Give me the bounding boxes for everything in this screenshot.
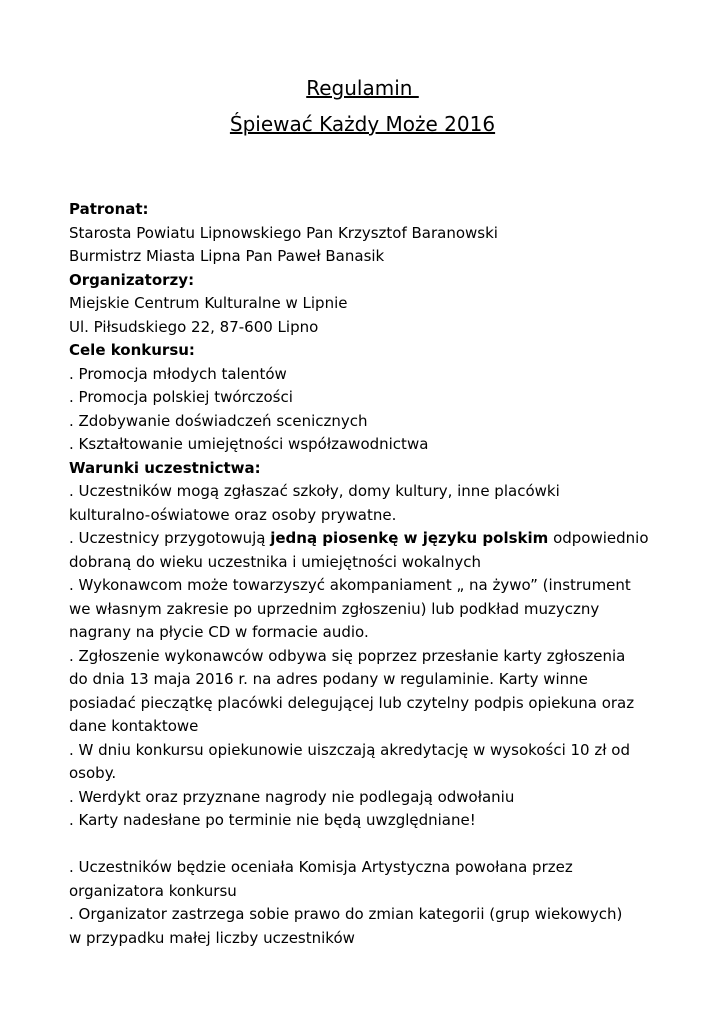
warunki-line-2: kulturalno-oświatowe oraz osoby prywatne. xyxy=(69,505,397,524)
organizatorzy-line-1: Miejskie Centrum Kulturalne w Lipnie xyxy=(69,294,348,312)
patronat-line-1: Starosta Powiatu Lipnowskiego Pan Krzysztof Baranowski xyxy=(69,223,498,242)
cele-item-4: . Kształtowanie umiejętności współzawodnictwa xyxy=(69,435,429,453)
section-heading-patronat: Patronat: xyxy=(69,200,149,218)
cele-item-3: . Zdobywanie doświadczeń scenicznych xyxy=(69,411,368,430)
komisja-line-2: organizatora konkursu xyxy=(69,881,237,900)
warunki-line-1: . Uczestników mogą zgłaszać szkoły, domy kultury, inne placówki xyxy=(69,482,560,500)
cele-item-2: . Promocja polskiej twórczości xyxy=(69,388,293,406)
warunki-line-3-pre: . Uczestnicy przygotowują xyxy=(69,529,271,547)
warunki-line-3-bold: jedną piosenkę w języku polskim xyxy=(270,529,549,547)
document-body xyxy=(69,198,719,950)
document-title-line-1: Regulamin xyxy=(306,76,419,100)
document-title-line-2: Śpiewać Każdy Może 2016 xyxy=(229,112,496,136)
komisja-line-3: . Organizator zastrzega sobie prawo do zmian kategorii (grup wiekowych) xyxy=(69,905,623,923)
section-heading-organizatorzy: Organizatorzy: xyxy=(69,270,195,289)
komisja-line-1: . Uczestników będzie oceniała Komisja Artystyczna powołana przez xyxy=(69,858,573,876)
blank-spacer xyxy=(69,833,719,857)
cele-item-1: . Promocja młodych talentów xyxy=(69,364,287,383)
komisja-line-4: w przypadku małej liczby uczestników xyxy=(69,928,355,947)
warunki-line-3-post: odpowiednio xyxy=(548,529,649,547)
organizatorzy-line-2: Ul. Piłsudskiego 22, 87-600 Lipno xyxy=(69,317,319,336)
warunki-line-11: dane kontaktowe xyxy=(69,717,199,735)
warunki-line-7: nagrany na płycie CD w formacie audio. xyxy=(69,623,369,641)
warunki-line-15: . Karty nadesłane po terminie nie będą uwzględniane! xyxy=(69,811,476,829)
warunki-line-12: . W dniu konkursu opiekunowie uiszczają akredytację w wysokości 10 zł od xyxy=(69,740,630,759)
warunki-line-9: do dnia 13 maja 2016 r. na adres podany w regulaminie. Karty winne xyxy=(69,670,588,688)
patronat-line-2: Burmistrz Miasta Lipna Pan Paweł Banasik xyxy=(69,247,385,265)
warunki-line-5: . Wykonawcom może towarzyszyć akompaniament „ na żywo” (instrument xyxy=(69,576,631,594)
section-heading-cele: Cele konkursu: xyxy=(69,341,195,359)
warunki-line-8: . Zgłoszenie wykonawców odbywa się poprzez przesłanie karty zgłoszenia xyxy=(69,646,626,665)
warunki-line-13: osoby. xyxy=(69,764,117,782)
warunki-line-10: posiadać pieczątkę placówki delegującej lub czytelny podpis opiekuna oraz xyxy=(69,693,635,712)
warunki-line-3 xyxy=(69,527,719,551)
section-heading-warunki: Warunki uczestnictwa: xyxy=(69,458,261,477)
warunki-line-4: dobraną do wieku uczestnika i umiejętności wokalnych xyxy=(69,552,482,571)
warunki-line-6: we własnym zakresie po uprzednim zgłoszeniu) lub podkład muzyczny xyxy=(69,599,600,618)
warunki-line-14: . Werdykt oraz przyznane nagrody nie podlegają odwołaniu xyxy=(69,787,515,806)
